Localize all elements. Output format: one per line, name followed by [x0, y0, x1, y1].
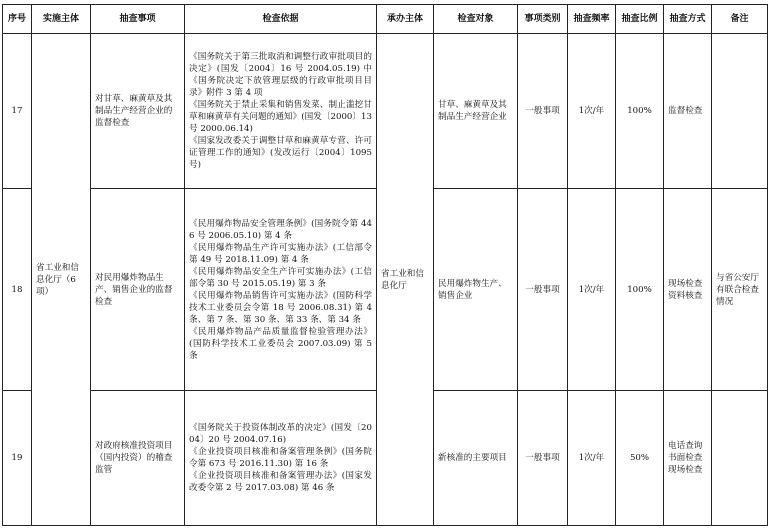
header-handler: 承办主体 — [377, 5, 434, 34]
remark-cell — [712, 34, 768, 189]
basis-line: 《民用爆炸物品安全生产许可实施办法》(工信部令第 30 号 2015.05.19) 第 3 条 — [189, 266, 372, 289]
item-cell: 对政府核准投资项目（国内投资）的稽查监管 — [91, 391, 185, 526]
ratio-cell: 100% — [616, 34, 664, 189]
method-cell: 监督检查 — [664, 34, 712, 189]
item-cell: 对甘草、麻黄草及其制品生产经营企业的监督检查 — [91, 34, 185, 189]
header-target: 检查对象 — [434, 5, 518, 34]
header-frequency: 抽查频率 — [568, 5, 616, 34]
handler-cell: 省工业和信息化厅 — [377, 34, 434, 526]
frequency-cell: 1次/年 — [568, 34, 616, 189]
category-cell: 一般事项 — [518, 188, 568, 390]
basis-line: 《国务院关于禁止采集和销售发菜、制止滥挖甘草和麻黄草有关问题的通知》(国发〔2000〕13 号 2000.06.14) — [189, 99, 372, 134]
header-ratio: 抽查比例 — [616, 5, 664, 34]
basis-cell — [185, 34, 377, 189]
category-cell: 一般事项 — [518, 391, 568, 526]
basis-line: 《民用爆炸物品产品质量监督检验管理办法》(国防科学技术工业委员会 2007.03.09) 第 5 条 — [189, 326, 372, 361]
header-basis: 检查依据 — [185, 5, 377, 34]
frequency-cell: 1次/年 — [568, 188, 616, 390]
inspection-table — [2, 4, 768, 526]
basis-line: 《企业投资项目核准和备案管理条例》(国务院令第 673 号 2016.11.30) 第 16 条 — [189, 447, 372, 470]
table-row — [3, 34, 768, 189]
header-item: 抽查事项 — [91, 5, 185, 34]
header-remark: 备注 — [712, 5, 768, 34]
implementer-cell: 省工业和信息化厅（6项） — [32, 34, 91, 526]
header-category: 事项类别 — [518, 5, 568, 34]
method-cell: 电话查询 书面检查 现场检查 — [664, 391, 712, 526]
header-no: 序号 — [3, 5, 32, 34]
basis-line: 《国务院关于投资体制改革的决定》(国发〔2004〕20 号 2004.07.16) — [189, 423, 372, 446]
basis-cell — [185, 391, 377, 526]
remark-cell: 与省公安厅有联合检查情况 — [712, 188, 768, 390]
ratio-cell: 100% — [616, 188, 664, 390]
remark-cell — [712, 391, 768, 526]
basis-cell — [185, 188, 377, 390]
header-method: 抽查方式 — [664, 5, 712, 34]
ratio-cell: 50% — [616, 391, 664, 526]
item-cell: 对民用爆炸物品生产、销售企业的监督检查 — [91, 188, 185, 390]
header-row — [3, 5, 768, 34]
frequency-cell: 1次/年 — [568, 391, 616, 526]
basis-line: 《国家发改委关于调整甘草和麻黄草专营、许可证管理工作的通知》(发改运行〔2004〕1095 号) — [189, 135, 372, 170]
basis-line: 《民用爆炸物品安全管理条例》(国务院令第 446 号 2006.05.10) 第 4 条 — [189, 218, 372, 241]
row-number: 17 — [3, 34, 32, 189]
header-implementer: 实施主体 — [32, 5, 91, 34]
target-cell: 民用爆炸物生产、销售企业 — [434, 188, 518, 390]
basis-line: 《民用爆炸物品生产许可实施办法》(工信部令第 49 号 2018.11.09) 第 4 条 — [189, 242, 372, 265]
basis-line: 《国务院关于第三批取消和调整行政审批项目的决定》(国发〔2004〕16 号 2004.05.19) 中《国务院决定下放管理层级的行政审批项目目录》附件 3 第 4 项 — [189, 51, 372, 98]
target-cell: 甘草、麻黄草及其制品生产经营企业 — [434, 34, 518, 189]
basis-line: 《企业投资项目核准和备案管理办法》(国家发改委令第 2 号 2017.03.08) 第 46 条 — [189, 471, 372, 494]
target-cell: 新核准的主要项目 — [434, 391, 518, 526]
row-number: 18 — [3, 188, 32, 390]
method-cell: 现场检查 资料核查 — [664, 188, 712, 390]
basis-line: 《民用爆炸物品销售许可实施办法》(国防科学技术工业委员会令第 18 号 2006.08.31) 第 4 条、第 7 条、第 30 条、第 33 条、第 34 条 — [189, 290, 372, 325]
category-cell: 一般事项 — [518, 34, 568, 189]
row-number: 19 — [3, 391, 32, 526]
